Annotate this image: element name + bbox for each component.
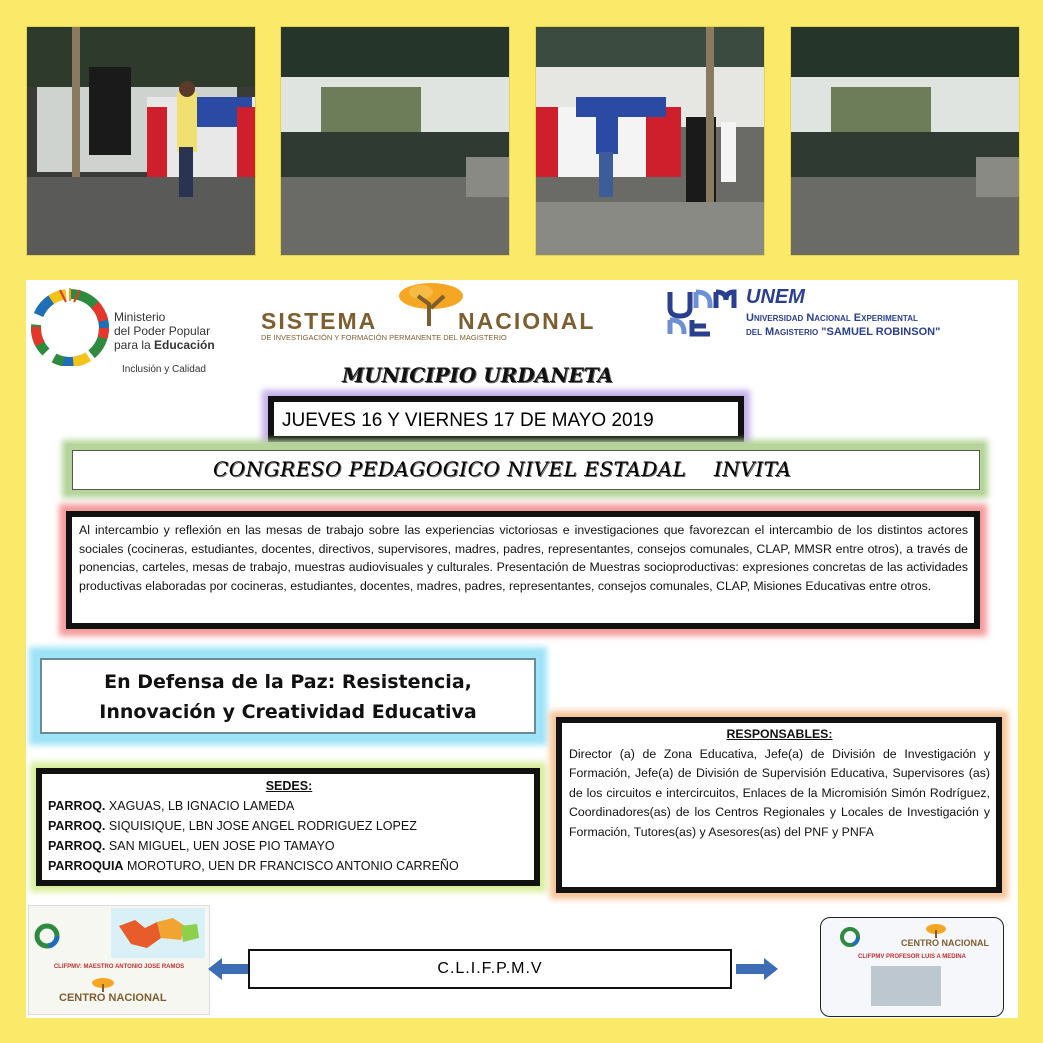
left-card-centro: CENTRO NACIONAL (59, 992, 167, 1004)
sede-text: XAGUAS, LB IGNACIO LAMEDA (105, 799, 295, 813)
unem-title: UNEM (746, 286, 805, 308)
sistema-nacional-logo (256, 280, 641, 344)
tree-small-icon (91, 978, 115, 992)
sede-text: MOROTURO, UEN DR FRANCISCO ANTONIO CARREÑO (123, 859, 459, 873)
event-photo-2 (280, 26, 510, 256)
sede-item-moroturo (48, 856, 530, 876)
unem-logo (666, 286, 996, 342)
ministerio-tagline: Inclusión y Calidad (122, 364, 206, 375)
congreso-title: CONGRESO PEDAGOGICO NIVEL ESTADAL INVITA (213, 457, 792, 481)
left-center-card (28, 905, 210, 1015)
sede-text: SIQUISIQUE, LBN JOSE ANGEL RODRIGUEZ LOPEZ (105, 819, 417, 833)
sede-text: SAN MIGUEL, UEN JOSE PIO TAMAYO (105, 839, 335, 853)
right-card-centro: CENTRO NACIONAL (901, 938, 989, 948)
ministerio-line1: Ministerio (114, 310, 166, 324)
lema-line2: Innovación y Creatividad Educativa (99, 701, 477, 723)
poster (26, 280, 1018, 1018)
sedes-box (36, 768, 540, 886)
sede-item-san-miguel (48, 836, 530, 856)
lema-line1: En Defensa de la Paz: Resistencia, (104, 671, 472, 693)
tree-icon (396, 282, 466, 326)
right-card-caption: CLIFPMV PROFESOR LUIS A MEDINA (858, 954, 966, 960)
sede-label: PARROQ. (48, 839, 106, 853)
sede-item-xaguas (48, 796, 530, 816)
congreso-box (72, 450, 980, 490)
state-map-icon (111, 908, 205, 958)
unem-line1: Universidad Nacional Experimental (746, 312, 918, 324)
municipio-title: MUNICIPIO URDANETA (342, 363, 614, 387)
invitation-text: Al intercambio y reflexión en las mesas de trabajo sobre las experiencias victoriosas e investigaciones que favorezcan el intercambio de los distintos actores sociales (cocineras, estudiantes, docentes, directivos, supervisores, madres, padres, representantes, consejos comunales, CLAP, MMSR entre otros), a través de ponencias, carteles, mesas de trabajo, muestras audiovisuales y culturales. Presentación de Muestras socioproductivas: expresiones concretas de las actividades productivas elaboradas por cocineras, estudiantes, docentes, madres, padres, representantes, consejos comunales, CLAP, Misiones Educativas entre otros. (79, 523, 968, 593)
clifpmv-box (248, 949, 732, 989)
date-box (268, 396, 744, 442)
event-photo-3 (535, 26, 765, 256)
right-center-card (820, 917, 1004, 1017)
sedes-title: SEDES: (265, 779, 313, 793)
event-date: JUEVES 16 Y VIERNES 17 DE MAYO 2019 (282, 410, 654, 431)
clifpmv-label: C.L.I.F.P.M.V (437, 960, 543, 977)
ministerio-small-icon (839, 926, 861, 948)
ministerio-line3: para la (114, 338, 155, 352)
unem-emblem-icon (666, 286, 738, 338)
unem-robinson: "SAMUEL ROBINSON" (821, 326, 941, 338)
tree-small-icon (925, 924, 947, 938)
building-photo (871, 966, 941, 1006)
sede-label: PARROQ. (48, 819, 106, 833)
arrow-left-icon (206, 956, 252, 982)
sistema-title-left: SISTEMA (261, 308, 378, 334)
sistema-subtitle: DE INVESTIGACIÓN Y FORMACIÓN PERMANENTE DEL MAGISTERIO (261, 333, 507, 342)
sede-label: PARROQ. (48, 799, 106, 813)
ministerio-line2: del Poder Popular (114, 324, 211, 338)
invitation-box (66, 511, 980, 629)
unem-line2: del Magisterio (746, 326, 822, 338)
responsables-box (556, 717, 1002, 893)
sistema-title-right: NACIONAL (458, 308, 596, 334)
lema-box (40, 658, 536, 734)
event-photo-4 (790, 26, 1020, 256)
sede-item-siquisique (48, 816, 530, 836)
responsables-title: RESPONSABLES: (726, 727, 833, 741)
ministerio-emblem-icon (30, 286, 110, 366)
sede-label: PARROQUIA (48, 859, 124, 873)
ministerio-logo (30, 284, 230, 376)
responsables-text: Director (a) de Zona Educativa, Jefe(a) de División de Investigación y Formación, Jefe(a) de División de Supervisión Educativa, Supervisores (as) de los circuitos e intercircuitos, Enlaces de la Micromisión Simón Rodríguez, Coordinadores(as) de los Centros Regionales y Locales de Investigación y Formación, Tutores(as) y Asesores(as) del PNF y PNFA (569, 746, 990, 839)
left-card-caption: CLIFPMV: MAESTRO ANTONIO JOSE RAMOS (53, 964, 185, 970)
arrow-right-icon (732, 956, 780, 982)
event-photo-1 (26, 26, 256, 256)
ministerio-small-icon (33, 922, 61, 950)
ministerio-name (114, 310, 215, 352)
ministerio-educacion: Educación (154, 338, 215, 352)
